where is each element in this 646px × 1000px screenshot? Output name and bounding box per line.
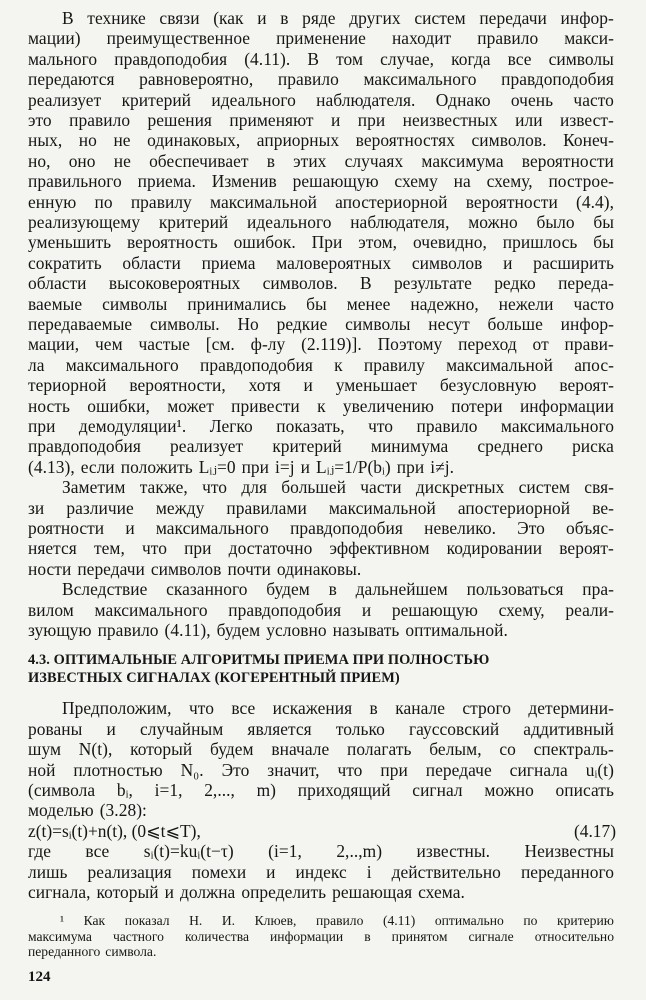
text-line: (4.13), если положить Lᵢⱼ=0 при i=j и Lᵢⱼ=1/P(bᵢ) при i≠j. bbox=[28, 456, 455, 477]
text-line: (символа bᵢ, i=1, 2,..., m) приходящий сигнал можно описать bbox=[28, 780, 614, 800]
text-line: ных, но не одинаковых, априорных вероятностях символов. Конеч- bbox=[28, 130, 614, 151]
equation-number: (4.17) bbox=[573, 820, 616, 841]
text-line: Предположим, что все искажения в канале строго детермини- bbox=[62, 698, 614, 719]
text-line: В технике связи (как и в ряде других систем передачи инфор- bbox=[62, 8, 614, 28]
text-line: моделью (3.28): bbox=[28, 800, 147, 821]
text-line: области высоковероятных символов. В результате редко переда- bbox=[28, 273, 614, 294]
text-line: роятности и максимального правдоподобия невелико. Это объяс- bbox=[28, 518, 614, 538]
text-line: при демодуляции¹. Легко показать, что правило максимального bbox=[28, 416, 614, 436]
text-line: ности передачи символов почти одинаковы. bbox=[28, 558, 362, 579]
section-heading: 4.3. ОПТИМАЛЬНЫЕ АЛГОРИТМЫ ПРИЕМА ПРИ ПОЛНОСТЬЮ bbox=[28, 652, 490, 669]
text-line: зующую правило (4.11), будем условно называть оптимальной. bbox=[28, 620, 508, 640]
text-line: Заметим также, что для большей части дискретных систем свя- bbox=[62, 477, 614, 498]
page-number: 124 bbox=[28, 968, 51, 985]
text-line: передаются равновероятно, правило максимального правдоподобия bbox=[28, 69, 614, 90]
footnote-line: ¹ Как показал Н. И. Клюев, правило (4.11) оптимально по критерию bbox=[60, 913, 614, 929]
text-line: но, оно не обеспечивает в этих случаях максимума вероятности bbox=[28, 150, 614, 171]
text-line: рованы и случайным является только гауссовский аддитивный bbox=[28, 718, 614, 739]
text-line: ной плотностью N₀. Это значит, что при передаче сигнала uᵢ(t) bbox=[28, 759, 614, 780]
footnote-line: максимума частного количества информации в принятом сигнале относительно bbox=[28, 928, 614, 944]
text-line: вилом максимального правдоподобия и решающую схему, реали- bbox=[28, 599, 614, 620]
text-line: это правило решения применяют и при неизвестных или извест- bbox=[28, 110, 614, 130]
formula: z(t)=sᵢ(t)+n(t), (0⩽t⩽T), bbox=[28, 820, 201, 841]
text-line: няется тем, что при достаточно эффективном кодировании вероят- bbox=[28, 538, 614, 559]
section-heading: ИЗВЕСТНЫХ СИГНАЛАХ (КОГЕРЕНТНЫЙ ПРИЕМ) bbox=[28, 670, 400, 687]
text-line: правдоподобия реализует критерий минимума среднего риска bbox=[28, 436, 614, 457]
text-line: ность ошибки, может привести к увеличению потери информации bbox=[28, 395, 614, 416]
text-line: ла максимального правдоподобия к правилу максимальной апос- bbox=[28, 354, 614, 375]
formula-line bbox=[28, 821, 616, 841]
text-line: где все sᵢ(t)=kuᵢ(t−τ) (i=1, 2,..,m) известны. Неизвестны bbox=[28, 841, 614, 862]
text-line: шум N(t), который будем вначале полагать белым, со спектраль- bbox=[28, 739, 614, 760]
footnote-line: переданного символа. bbox=[28, 944, 157, 960]
text-line: мального правдоподобия (4.11). В том случае, когда все символы bbox=[28, 48, 614, 69]
text-line: сократить области приема маловероятных символов и расширить bbox=[28, 252, 614, 273]
text-line: передаваемые символы. Но редкие символы несут больше инфор- bbox=[28, 314, 614, 334]
text-line: реализующему критерий идеального наблюдателя, можно было бы bbox=[28, 212, 614, 232]
text-line: правильного приема. Изменив решающую схему на схему, построе- bbox=[28, 171, 614, 192]
text-line: реализует критерий идеального наблюдателя. Однако очень часто bbox=[28, 89, 614, 110]
text-line: зи различие между правилами максимальной апостериорной ве- bbox=[28, 497, 614, 518]
text-line: Вследствие сказанного будем в дальнейшем пользоваться пра- bbox=[62, 579, 614, 600]
text-line: ваемые символы принимались бы менее надежно, нежели часто bbox=[28, 293, 614, 314]
text-line: уменьшить вероятность ошибок. При этом, очевидно, пришлось бы bbox=[28, 232, 614, 253]
text-line: мации) преимущественное применение находит правило макси- bbox=[28, 28, 614, 49]
text-line: лишь реализация помехи и индекс i действительно переданного bbox=[28, 861, 614, 882]
text-line: енную по правилу максимальной апостериорной вероятности (4.4), bbox=[28, 191, 614, 212]
text-line: териорной вероятности, хотя и уменьшает безусловную вероят- bbox=[28, 375, 614, 396]
text-line: сигнала, который и должна определить решающая схема. bbox=[28, 882, 465, 902]
text-line: мации, чем частые [см. ф-лу (2.119)]. Поэтому переход от прави- bbox=[28, 334, 614, 355]
